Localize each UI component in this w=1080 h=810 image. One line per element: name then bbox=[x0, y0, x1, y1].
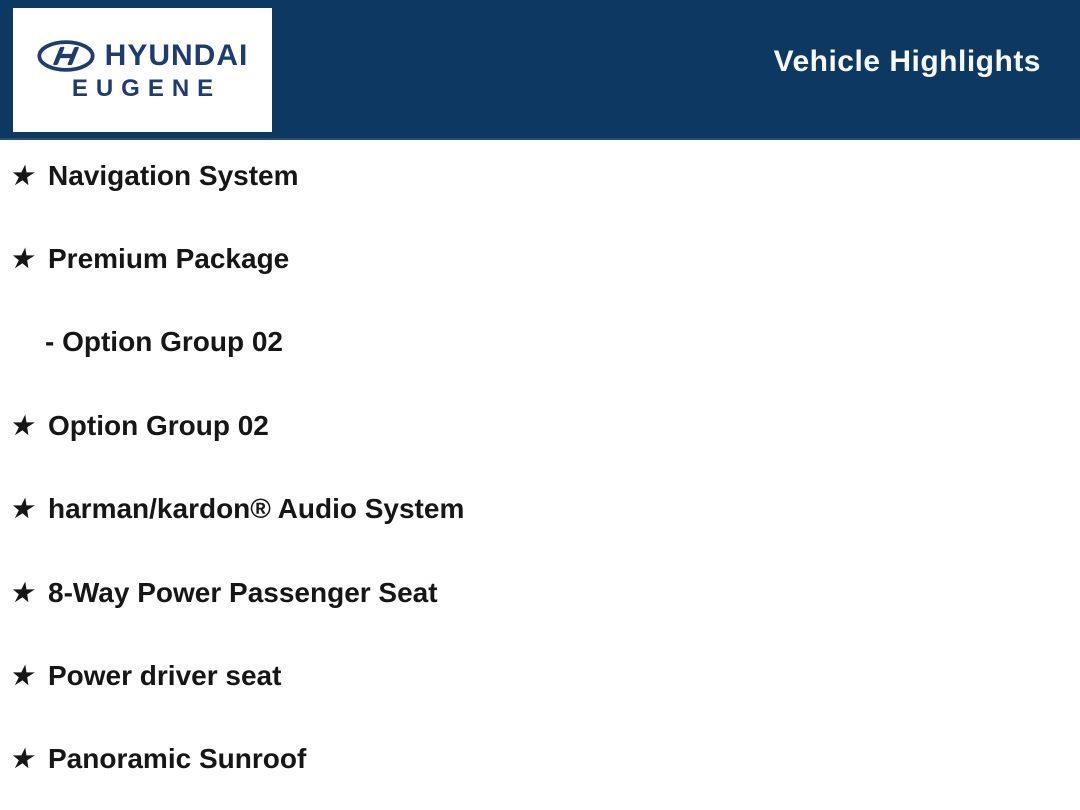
list-item-label: Panoramic Sunroof bbox=[48, 743, 307, 775]
star-icon: ★ bbox=[9, 411, 37, 440]
hyundai-logo-icon bbox=[37, 40, 95, 72]
star-icon: ★ bbox=[9, 578, 37, 607]
list-item bbox=[0, 217, 1080, 300]
list-item bbox=[0, 551, 1080, 634]
list-item bbox=[0, 718, 1080, 801]
star-icon: ★ bbox=[9, 161, 37, 190]
highlights-list bbox=[0, 134, 1080, 801]
dealer-logo bbox=[13, 8, 272, 132]
list-item-label: Power driver seat bbox=[48, 660, 282, 692]
logo-row bbox=[37, 40, 249, 72]
list-subitem bbox=[0, 301, 1080, 384]
page-title: Vehicle Highlights bbox=[773, 45, 1041, 78]
star-icon: ★ bbox=[9, 662, 37, 691]
list-subitem-label: - Option Group 02 bbox=[45, 326, 283, 358]
dealer-name: EUGENE bbox=[71, 74, 222, 102]
header bbox=[0, 0, 1080, 140]
brand-name: HYUNDAI bbox=[104, 38, 249, 72]
list-item bbox=[0, 468, 1080, 551]
star-icon: ★ bbox=[9, 245, 37, 274]
list-item-label: 8-Way Power Passenger Seat bbox=[48, 576, 438, 608]
list-item-label: Navigation System bbox=[48, 159, 299, 191]
star-icon: ★ bbox=[9, 495, 37, 524]
list-item-label: Premium Package bbox=[48, 243, 290, 275]
list-item bbox=[0, 634, 1080, 717]
list-item bbox=[0, 384, 1080, 467]
star-icon: ★ bbox=[9, 745, 37, 774]
list-item-label: Option Group 02 bbox=[48, 409, 269, 441]
list-item-label: harman/kardon® Audio System bbox=[48, 493, 465, 525]
list-item bbox=[0, 134, 1080, 217]
